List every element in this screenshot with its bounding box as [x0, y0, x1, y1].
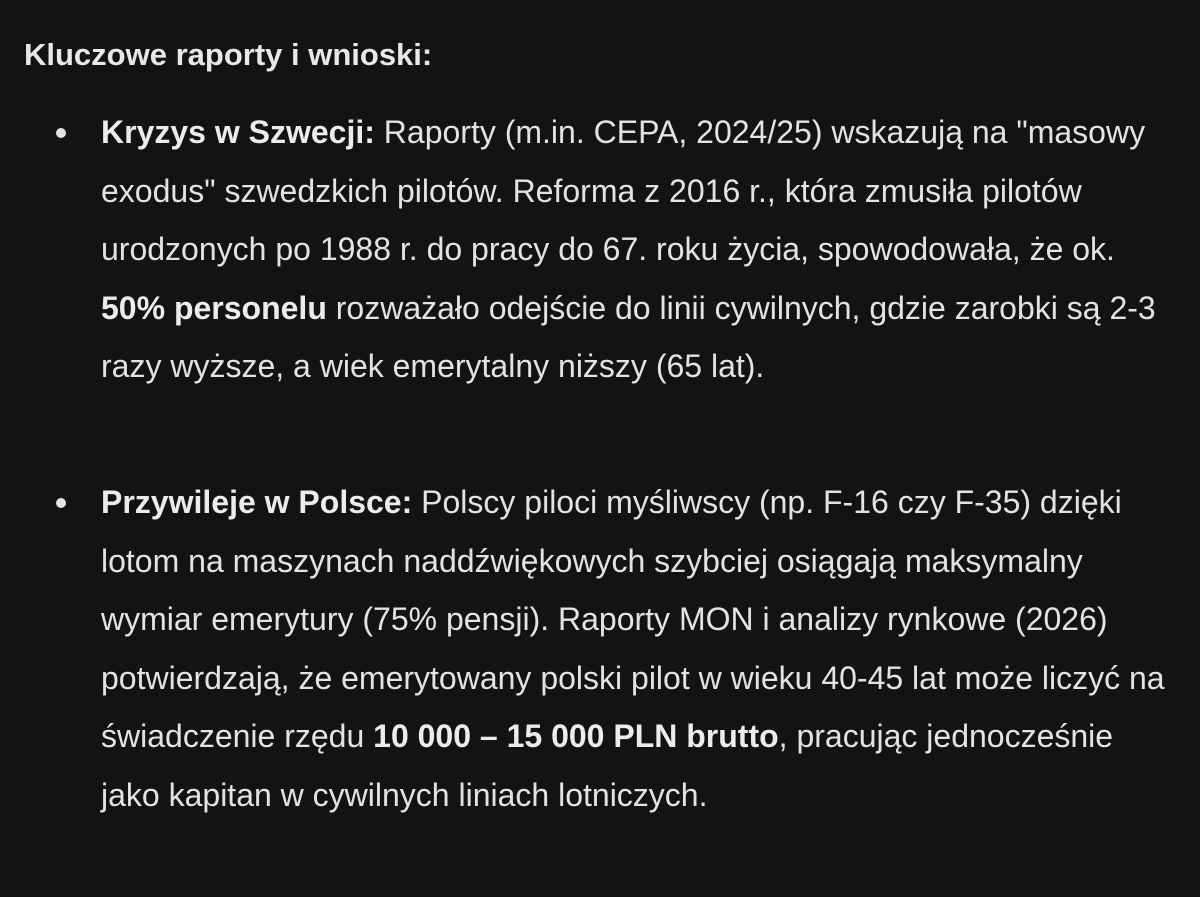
section-heading: Kluczowe raporty i wnioski: [24, 37, 433, 72]
bullet-icon [56, 128, 66, 138]
bullet-icon [56, 498, 66, 508]
item-label: Przywileje w Polsce: [101, 484, 413, 520]
item-text-continued: rozważało odejście do linii cywilnych, gdzie zarobki są 2-3 razy wyższe, a wiek emerytalny niższy (65 lat). [101, 289, 1156, 385]
item-highlight: 50% personelu [101, 289, 327, 326]
item-highlight: 10 000 – 15 000 PLN brutto [373, 718, 779, 755]
item-text-continued: , pracując jednocześnie jako kapitan w cywilnych liniach lotniczych. [101, 718, 1114, 813]
list-item-sweden [101, 103, 1176, 396]
item-text: Raporty (m.in. CEPA, 2024/25) wskazują na "masowy exodus" szwedzkich pilotów. Reforma z 2016 r., która zmusiła pilotów urodzonych po 1988 r. do pracy do 67. roku życia, spowodowała, że ok. [101, 114, 1146, 268]
item-label: Kryzys w Szwecji: [101, 114, 375, 150]
item-text: Polscy piloci myśliwscy (np. F-16 czy F-35) dzięki lotom na maszynach naddźwiękowych szybciej osiągają maksymalny wymiar emerytury (75% pensji). Raporty MON i analizy rynkowe (2026) potwierdzają, że emerytowany polski pilot w wieku 40-45 lat może liczyć na świadczenie rzędu [101, 484, 1165, 755]
list-item-poland [101, 473, 1176, 825]
